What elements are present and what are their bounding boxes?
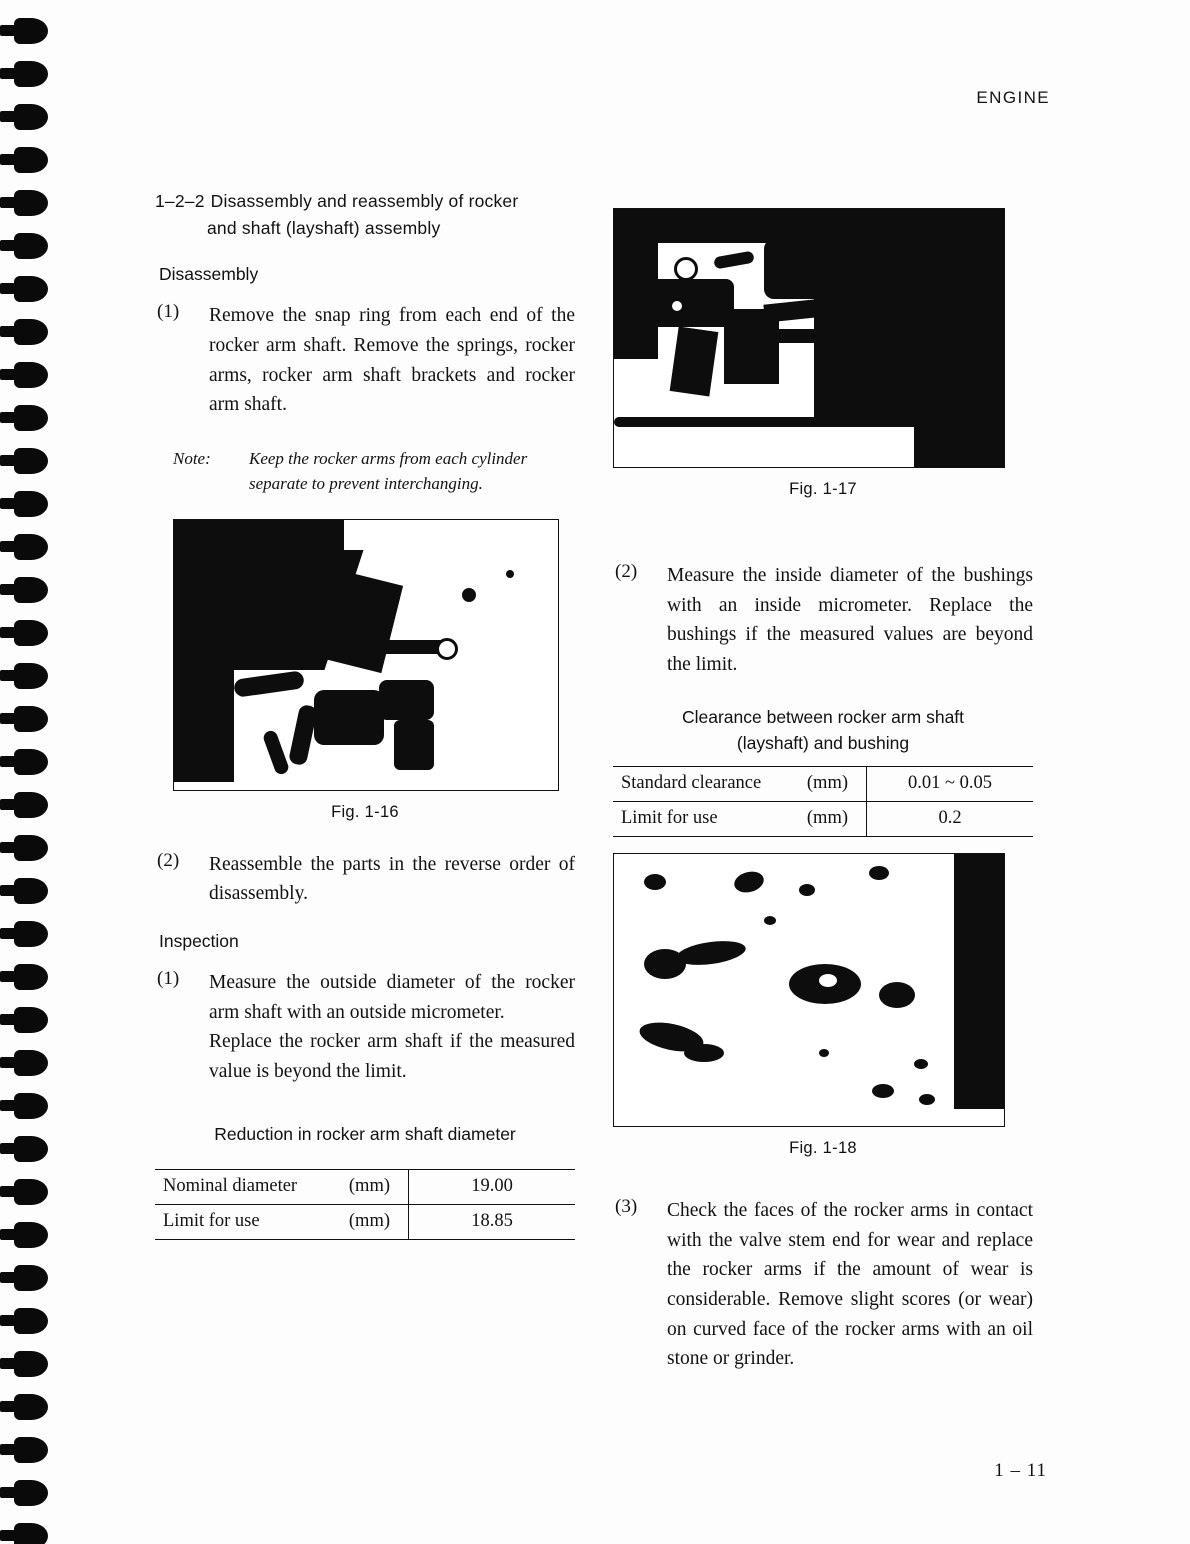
- step-text: Reassemble the parts in the reverse order of disassembly.: [209, 853, 575, 905]
- page-header: ENGINE: [976, 88, 1050, 107]
- binding-ring: [14, 276, 48, 302]
- step-marker: (1): [157, 301, 180, 323]
- figure-1-18-image: [613, 853, 1005, 1127]
- table-row: [155, 1204, 575, 1239]
- binding-ring: [14, 1308, 48, 1334]
- table-clearance: [613, 766, 1033, 837]
- note-block: [173, 446, 575, 497]
- binding-ring: [14, 61, 48, 87]
- inspection-step-2: [613, 561, 1033, 680]
- note-label: Note:: [173, 448, 211, 468]
- table-title-line2: (layshaft) and bushing: [736, 732, 910, 753]
- row-unit: (mm): [790, 802, 867, 837]
- section-title-line1: Disassembly and reassembly of rocker: [210, 191, 519, 211]
- step-marker: (2): [615, 561, 638, 582]
- disassembly-step-1: [155, 301, 575, 420]
- row-key: Limit for use: [613, 802, 790, 837]
- step-text-2: Replace the rocker arm shaft if the measured value is beyond the limit.: [209, 1031, 575, 1082]
- table-title-line1: Clearance between rocker arm shaft: [681, 706, 965, 727]
- binding-ring: [14, 964, 48, 990]
- binding-ring: [14, 749, 48, 775]
- step-text: Check the faces of the rocker arms in contact with the valve stem end for wear and replace the rocker arms if the amount of wear is considerable. Remove slight scores (or wear) on curved face of the rocker arms with an oil stone or grinder.: [667, 1200, 1033, 1370]
- binding-ring: [14, 405, 48, 431]
- spiral-binding: [0, 0, 70, 1544]
- table-title-rocker-shaft: Reduction in rocker arm shaft diameter: [214, 1123, 516, 1144]
- step-marker: (3): [615, 1196, 638, 1217]
- binding-ring: [14, 491, 48, 517]
- row-value: 18.85: [409, 1204, 576, 1239]
- row-value: 19.00: [409, 1169, 576, 1204]
- binding-ring: [14, 233, 48, 259]
- figure-1-16: [155, 519, 575, 822]
- binding-ring: [14, 1179, 48, 1205]
- section-title-line2: and shaft (layshaft) assembly: [207, 218, 441, 239]
- binding-ring: [14, 104, 48, 130]
- binding-ring: [14, 1136, 48, 1162]
- binding-ring: [14, 448, 48, 474]
- right-column: [613, 198, 1033, 1390]
- binding-ring: [14, 706, 48, 732]
- step-marker: (2): [157, 849, 180, 871]
- table-row: [613, 767, 1033, 802]
- figure-1-18: [613, 853, 1033, 1158]
- figure-1-16-caption: Fig. 1-16: [331, 802, 399, 821]
- binding-ring: [14, 1222, 48, 1248]
- row-value: 0.2: [867, 802, 1034, 837]
- table-rocker-shaft-diameter: [155, 1169, 575, 1240]
- section-number: 1–2–2: [155, 191, 205, 211]
- binding-ring: [14, 190, 48, 216]
- row-unit: (mm): [330, 1204, 409, 1239]
- binding-ring: [14, 663, 48, 689]
- binding-ring: [14, 921, 48, 947]
- step-text: Remove the snap ring from each end of the rocker arm shaft. Remove the springs, rocker arms, rocker arm shaft brackets and rocker arm shaft.: [209, 305, 575, 416]
- binding-ring: [14, 534, 48, 560]
- left-column: [155, 188, 575, 1240]
- row-key: Standard clearance: [613, 767, 790, 802]
- binding-ring: [14, 1093, 48, 1119]
- row-unit: (mm): [790, 767, 867, 802]
- binding-ring: [14, 362, 48, 388]
- binding-ring: [14, 18, 48, 44]
- step-text: Measure the inside diameter of the bushings with an inside micrometer. Replace the bushings if the measured values are beyond the limit.: [667, 565, 1033, 675]
- row-unit: (mm): [330, 1169, 409, 1204]
- disassembly-step-2: [155, 850, 575, 909]
- figure-1-16-image: [173, 519, 559, 791]
- section-heading: [155, 188, 575, 242]
- binding-ring: [14, 147, 48, 173]
- step-marker: (1): [157, 968, 180, 989]
- inspection-step-1: [155, 968, 575, 1087]
- row-value: 0.01 ~ 0.05: [867, 767, 1034, 802]
- binding-ring: [14, 1007, 48, 1033]
- figure-1-17-caption: Fig. 1-17: [789, 480, 857, 498]
- table-row: [155, 1169, 575, 1204]
- binding-ring: [14, 1351, 48, 1377]
- figure-1-17-image: [613, 208, 1005, 468]
- note-text: Keep the rocker arms from each cylinder separate to prevent interchanging.: [249, 448, 528, 494]
- row-key: Nominal diameter: [155, 1169, 330, 1204]
- binding-ring: [14, 1050, 48, 1076]
- binding-ring: [14, 1394, 48, 1420]
- row-key: Limit for use: [155, 1204, 330, 1239]
- binding-ring: [14, 319, 48, 345]
- binding-ring: [14, 792, 48, 818]
- table-title-clearance: [613, 704, 1033, 757]
- subheading-disassembly: Disassembly: [159, 264, 259, 285]
- binding-ring: [14, 1265, 48, 1291]
- inspection-step-3: [613, 1196, 1033, 1374]
- figure-1-17: [613, 208, 1033, 499]
- page-number: 1 – 11: [994, 1460, 1047, 1481]
- step-text: Measure the outside diameter of the rocker arm shaft with an outside micrometer.: [209, 972, 575, 1023]
- binding-ring: [14, 835, 48, 861]
- binding-ring: [14, 878, 48, 904]
- binding-ring: [14, 577, 48, 603]
- binding-ring: [14, 1523, 48, 1544]
- table-row: [613, 802, 1033, 837]
- binding-ring: [14, 620, 48, 646]
- binding-ring: [14, 1480, 48, 1506]
- subheading-inspection: Inspection: [159, 931, 239, 951]
- binding-ring: [14, 1437, 48, 1463]
- figure-1-18-caption: Fig. 1-18: [789, 1139, 857, 1157]
